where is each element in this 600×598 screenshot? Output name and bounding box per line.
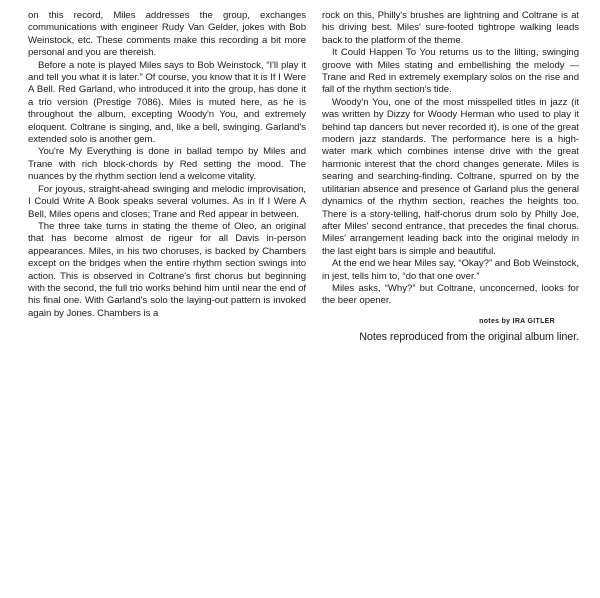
liner-notes-right-column: [322, 10, 579, 344]
paragraph: The three take turns in stating the theme of Oleo, an original that has become almost de rigeur for all Davis in-person appearances. Miles, in his two choruses, is backed by Chambers except on the bridges when the entire rhythm section swings into action. This is observed in Coltrane's first chorus but beginning with the second, the full trio works behind him until near the end of his final one. With Garland's solo the laying-out pattern is invoked again by Jones. Chambers is a: [28, 220, 306, 319]
paragraph: At the end we hear Miles say, “Okay?” and Bob Weinstock, in jest, tells him to, “do that one over.”: [322, 258, 579, 282]
liner-notes-left-column: [28, 10, 306, 320]
paragraph: on this record, Miles addresses the group, exchanges communications with engineer Rudy Van Gelder, jokes with Bob Weinstock, etc. These comments make this recording a bit more personal and you are thereish.: [28, 10, 306, 59]
paragraph: You're My Everything is done in ballad tempo by Miles and Trane with rich block-chords by Red setting the mood. The nuances by the rhythm section lend a welcome vitality.: [28, 146, 306, 183]
paragraph: rock on this, Philly's brushes are lightning and Coltrane is at his driving best. Miles' sure-footed tightrope walking leads back to the platform of the theme.: [322, 10, 579, 46]
notes-credit: notes by IRA GITLER: [479, 317, 555, 325]
paragraph: Before a note is played Miles says to Bob Weinstock, “I'll play it and tell you what it is later.” Of course, you know that it is If I Were A Bell. Red Garland, who introduced it into the group, has done it a trio version (Prestige 7086). Miles is muted here, as he is throughout the album, excepting Woody'n You, and extremely eloquent. Coltrane is singing, and, like a bell, swinging. Garland's extended solo is another gem.: [28, 59, 306, 146]
paragraph: Woody'n You, one of the most misspelled titles in jazz (it was written by Dizzy for Woody Herman who used to play it behind tap dancers but never recorded it), is one of the great modern jazz standards. The performance here is a high-water mark which combines intense drive with the great harmonic interest that the chord changes generate. Miles is searing and searching-finding. Coltrane, spurred on by the utilitarian absence and presence of Garland plus the general dynamics of the rhythm section, reaches the heights too. There is a story-telling, half-chorus drum solo by Philly Joe, after Miles' second entrance, that precedes the final chorus. Miles' arrangement leading back into the original melody in the last eight bars is simple and beautiful.: [322, 96, 579, 257]
paragraph: It Could Happen To You returns us to the lilting, swinging groove with Miles stating and embellishing the melody — Trane and Red in extremely exemplary solos on the rise and fall of the rhythm section's tide.: [322, 47, 579, 96]
reproduction-note: Notes reproduced from the original album liner.: [359, 331, 579, 344]
paragraph: For joyous, straight-ahead swinging and melodic improvisation, I Could Write A Book speaks several volumes. As in If I Were A Bell, Miles opens and closes; Trane and Red appear in between.: [28, 183, 306, 220]
paragraph: Miles asks, “Why?” but Coltrane, unconcerned, looks for the beer opener.: [322, 282, 579, 307]
